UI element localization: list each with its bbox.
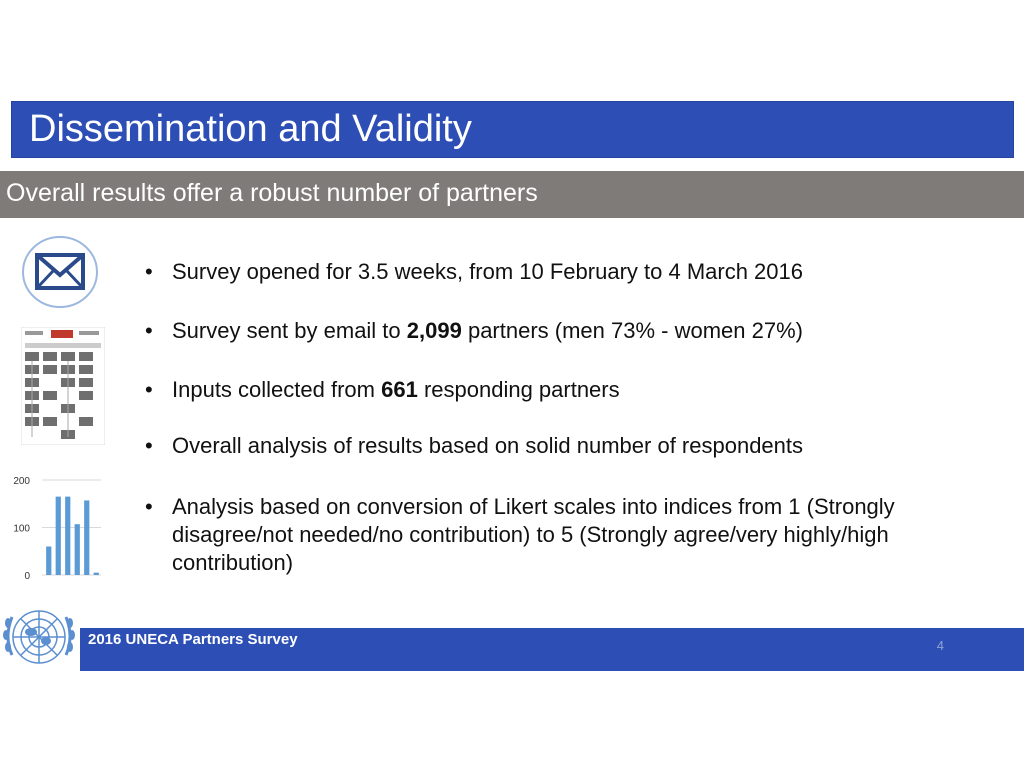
bullet-bold-value: 661 [381,377,418,402]
chart-tick-label: 0 [24,571,30,582]
bullet-text: partners (men 73% - women 27%) [461,318,803,343]
bullet-item [145,432,995,460]
un-emblem-icon [0,599,78,675]
chart-bar [56,497,61,575]
envelope-icon [21,235,99,309]
bullet-dot: • [145,259,153,284]
bullet-dot: • [145,318,153,343]
bullet-dot: • [145,494,153,519]
chart-bar [75,524,80,575]
title-bar [11,101,1014,158]
bullet-text: Overall analysis of results based on solid number of respondents [172,433,804,458]
chart-bar [84,500,89,575]
subtitle-bar [0,171,1024,218]
bullet-item [145,376,995,404]
chart-tick-label: 100 [13,523,30,535]
footer-bar [80,628,1024,671]
slide-subtitle: Overall results offer a robust number of partners [6,179,538,207]
footer-label: 2016 UNECA Partners Survey [88,631,298,648]
bullet-item [145,258,995,286]
chart-tick-label: 200 [13,476,30,487]
bullet-text: Inputs collected from [172,377,382,402]
bullet-text: Analysis based on conversion of Likert scales into indices from 1 (Strongly disagree/not needed/no contribution) to 5 (Strongly agree/very highly/high contribution) [172,494,895,575]
bullet-dot: • [145,433,153,458]
page-number: 4 [936,638,944,653]
document-thumbnail-icon [21,327,105,445]
chart-bar [46,547,51,576]
chart-bar [65,497,70,575]
chart-bar [94,573,99,575]
bullet-bold-value: 2,099 [406,318,462,343]
bullet-text: responding partners [417,377,620,402]
bullet-item [145,317,995,345]
bullet-text: Survey opened for 3.5 weeks, from 10 February to 4 March 2016 [172,259,803,284]
slide-title: Dissemination and Validity [29,108,472,150]
bullet-item [145,493,995,577]
bullet-dot: • [145,377,153,402]
bullet-text: Survey sent by email to [172,318,407,343]
mini-bar-chart [0,472,110,582]
